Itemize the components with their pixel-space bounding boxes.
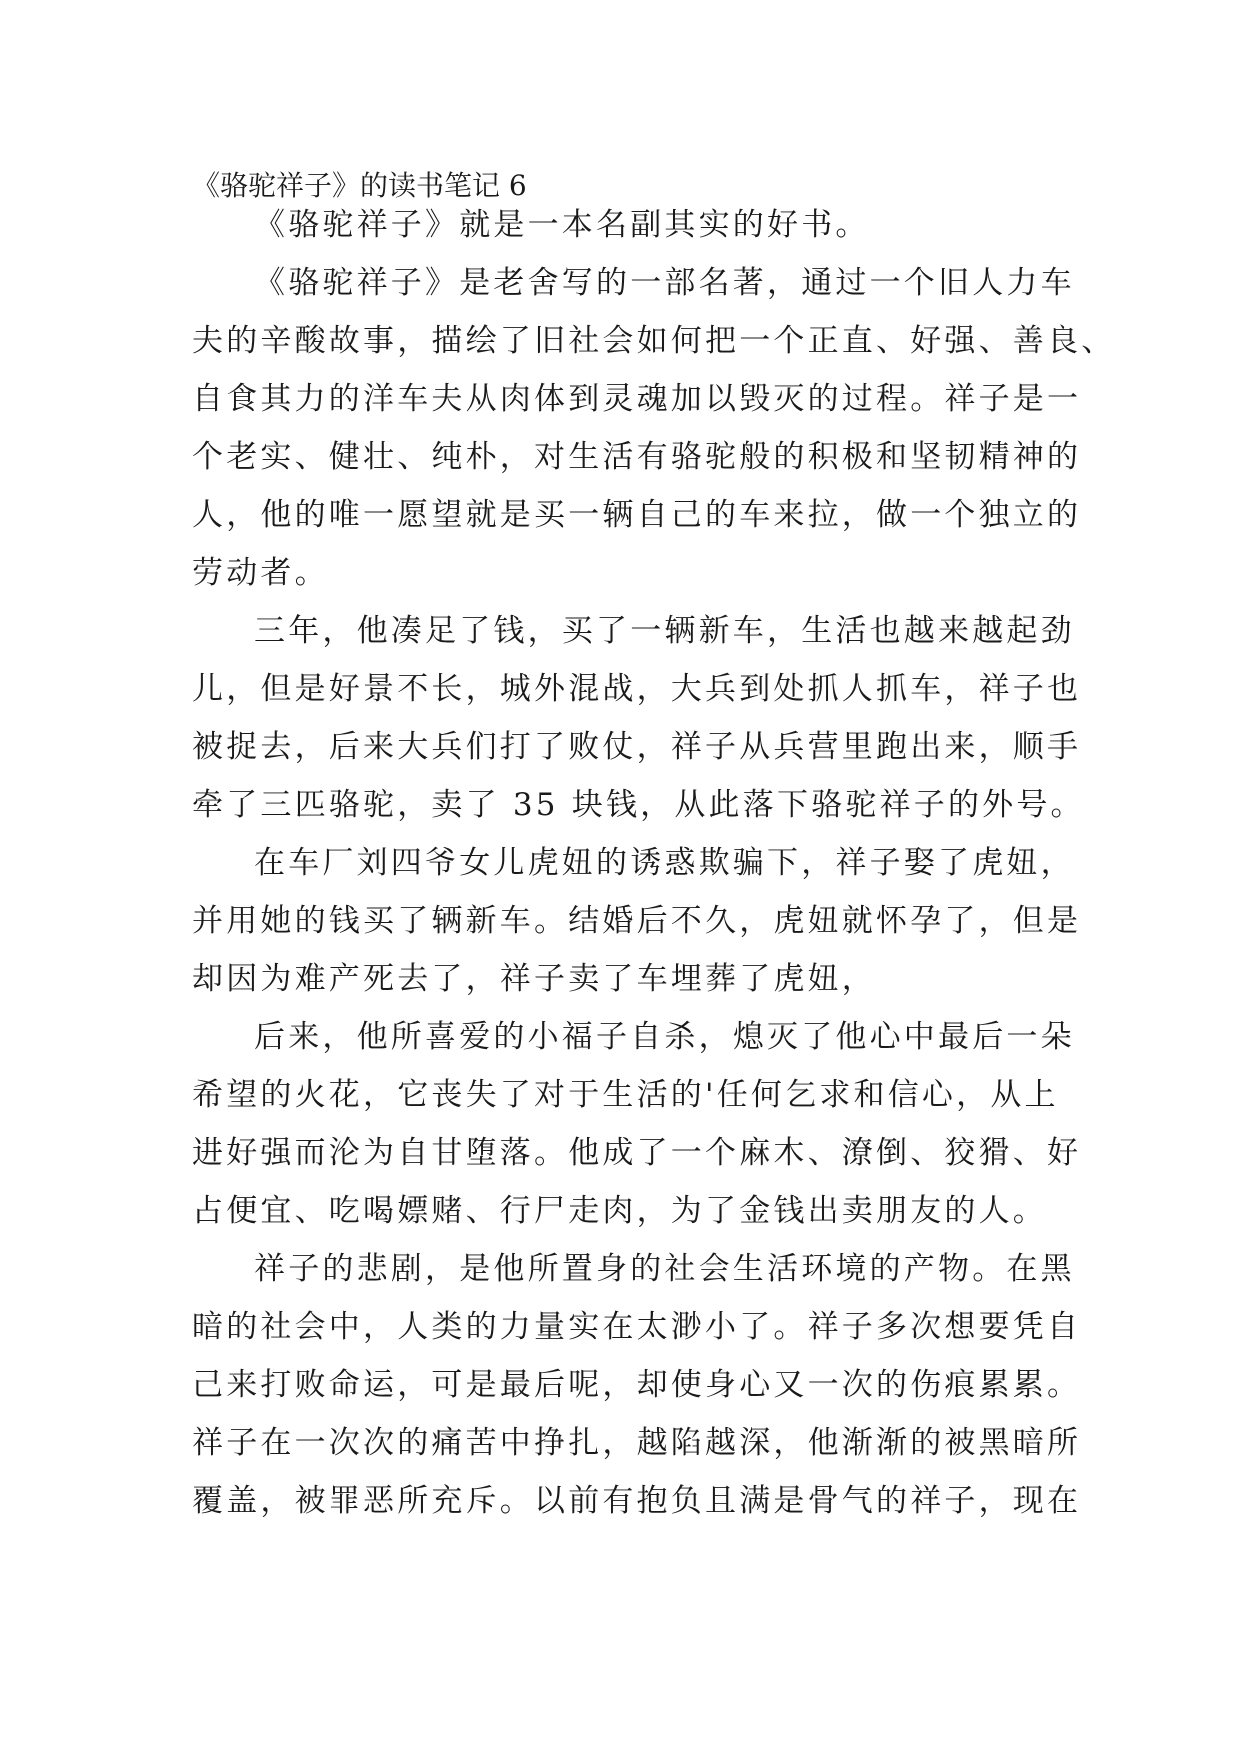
text-line: 个老实、健壮、纯朴，对生活有骆驼般的积极和坚韧精神的 (192, 439, 1082, 475)
text-line: 被捉去，后来大兵们打了败仗，祥子从兵营里跑出来，顺手 (192, 729, 1082, 765)
text-line: 并用她的钱买了辆新车。结婚后不久，虎妞就怀孕了，但是 (192, 903, 1082, 939)
text-line: 祥子的悲剧，是他所置身的社会生活环境的产物。在黑 (254, 1251, 1075, 1287)
text-line: 暗的社会中，人类的力量实在太渺小了。祥子多次想要凭自 (192, 1309, 1082, 1345)
text-line: 进好强而沦为自甘堕落。他成了一个麻木、潦倒、狡猾、好 (192, 1135, 1082, 1171)
text-line: 覆盖，被罪恶所充斥。以前有抱负且满是骨气的祥子，现在 (192, 1483, 1082, 1519)
text-line: 夫的辛酸故事，描绘了旧社会如何把一个正直、好强、善良、 (192, 323, 1116, 359)
text-line: 《骆驼祥子》是老舍写的一部名著，通过一个旧人力车 (254, 265, 1075, 301)
text-line: 牵了三匹骆驼，卖了 35 块钱，从此落下骆驼祥子的外号。 (192, 787, 1085, 823)
text-line: 《骆驼祥子》就是一本名副其实的好书。 (254, 207, 870, 243)
text-line: 己来打败命运，可是最后呢，却使身心又一次的伤痕累累。 (192, 1367, 1082, 1403)
text-line: 自食其力的洋车夫从肉体到灵魂加以毁灭的过程。祥子是一 (192, 381, 1082, 417)
document-title: 《骆驼祥子》的读书笔记 6 (192, 169, 527, 202)
text-line: 三年，他凑足了钱，买了一辆新车，生活也越来越起劲 (254, 613, 1075, 649)
text-line: 祥子在一次次的痛苦中挣扎，越陷越深，他渐渐的被黑暗所 (192, 1425, 1082, 1461)
text-line: 却因为难产死去了，祥子卖了车埋葬了虎妞， (192, 961, 876, 997)
text-line: 后来，他所喜爱的小福子自杀，熄灭了他心中最后一朵 (254, 1019, 1075, 1055)
text-line: 在车厂刘四爷女儿虎妞的诱惑欺骗下，祥子娶了虎妞， (254, 845, 1075, 881)
text-line: 人，他的唯一愿望就是买一辆自己的车来拉，做一个独立的 (192, 497, 1082, 533)
text-line: 占便宜、吃喝嫖赌、行尸走肉，为了金钱出卖朋友的人。 (192, 1193, 1047, 1229)
text-line: 儿，但是好景不长，城外混战，大兵到处抓人抓车，祥子也 (192, 671, 1082, 707)
text-line: 劳动者。 (192, 555, 329, 591)
text-line: 希望的火花，它丧失了对于生活的'任何乞求和信心，从上 (192, 1077, 1059, 1113)
